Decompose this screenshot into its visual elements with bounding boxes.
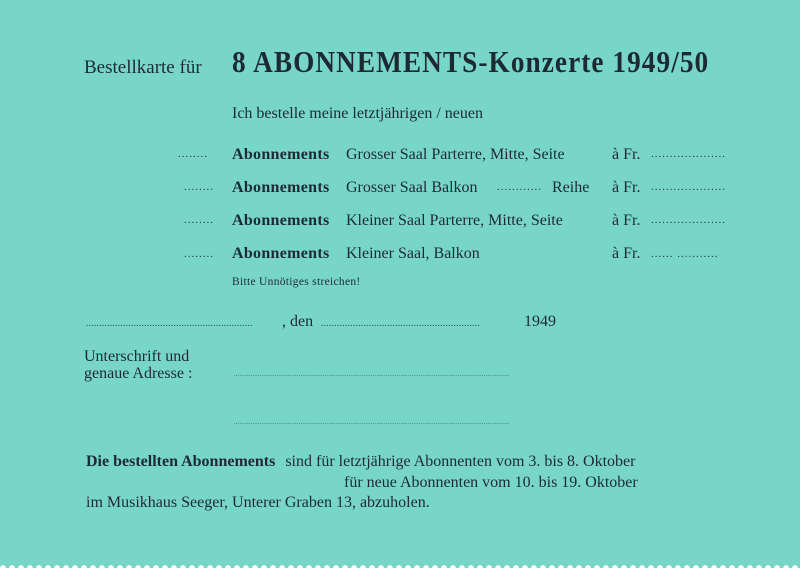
price-label-2: à Fr. [612, 179, 641, 196]
card-type-label: Bestellkarte für [84, 57, 202, 78]
price-label-1: à Fr. [612, 146, 641, 163]
quantity-field-1[interactable]: ........ [178, 148, 208, 160]
row-desc-1: Grosser Saal Parterre, Mitte, Seite [346, 146, 565, 163]
row-label-2: Abonnements [232, 179, 330, 196]
row-desc-3: Kleiner Saal Parterre, Mitte, Seite [346, 212, 563, 229]
quantity-field-4[interactable]: ........ [184, 248, 214, 260]
address-label: genaue Adresse : [84, 365, 193, 382]
row-label-4: Abonnements [232, 245, 330, 262]
card-title: 8 ABONNEMENTS-Konzerte 1949/50 [232, 44, 710, 79]
price-label-4: à Fr. [612, 245, 641, 262]
price-label-3: à Fr. [612, 212, 641, 229]
den-label: , den [282, 313, 314, 330]
address-field[interactable]: ..................................................................................................................................................... [234, 420, 510, 426]
price-field-1[interactable]: .................... [651, 148, 726, 160]
row-label-1: Abonnements [232, 146, 330, 163]
date-field[interactable]: ............................................................ [321, 318, 480, 328]
pickup-bold: Die bestellten Abonnements [86, 453, 276, 470]
row-desc-4: Kleiner Saal, Balkon [346, 245, 480, 262]
pickup-line-2: für neue Abonnenten vom 10. bis 19. Oktober [344, 474, 638, 491]
row-desc-2: Grosser Saal Balkon [346, 179, 478, 196]
price-field-3[interactable]: .................... [651, 214, 726, 226]
strike-note: Bitte Unnötiges streichen! [232, 276, 361, 288]
row-label-3: Abonnements [232, 212, 330, 229]
price-field-4[interactable]: ...... ........... [651, 248, 719, 260]
row-field-2[interactable]: ............ [497, 181, 542, 193]
signature-label: Unterschrift und [84, 348, 190, 365]
intro-text: Ich bestelle meine letztjährigen / neuen [232, 105, 483, 122]
year-label: 1949 [524, 313, 556, 330]
pickup-rest: sind für letztjährige Abonnenten vom 3. bis 8. Oktober [285, 453, 636, 470]
pickup-line-3: im Musikhaus Seeger, Unterer Graben 13, abzuholen. [86, 494, 430, 511]
perforated-edge [0, 562, 800, 568]
quantity-field-3[interactable]: ........ [184, 214, 214, 226]
pickup-line-1 [86, 453, 635, 471]
row-reihe-label: Reihe [552, 179, 590, 196]
quantity-field-2[interactable]: ........ [184, 181, 214, 193]
place-field[interactable]: ............................................................... [86, 318, 253, 328]
signature-field[interactable]: ..................................................................................................................................................... [234, 372, 510, 378]
price-field-2[interactable]: .................... [651, 181, 726, 193]
